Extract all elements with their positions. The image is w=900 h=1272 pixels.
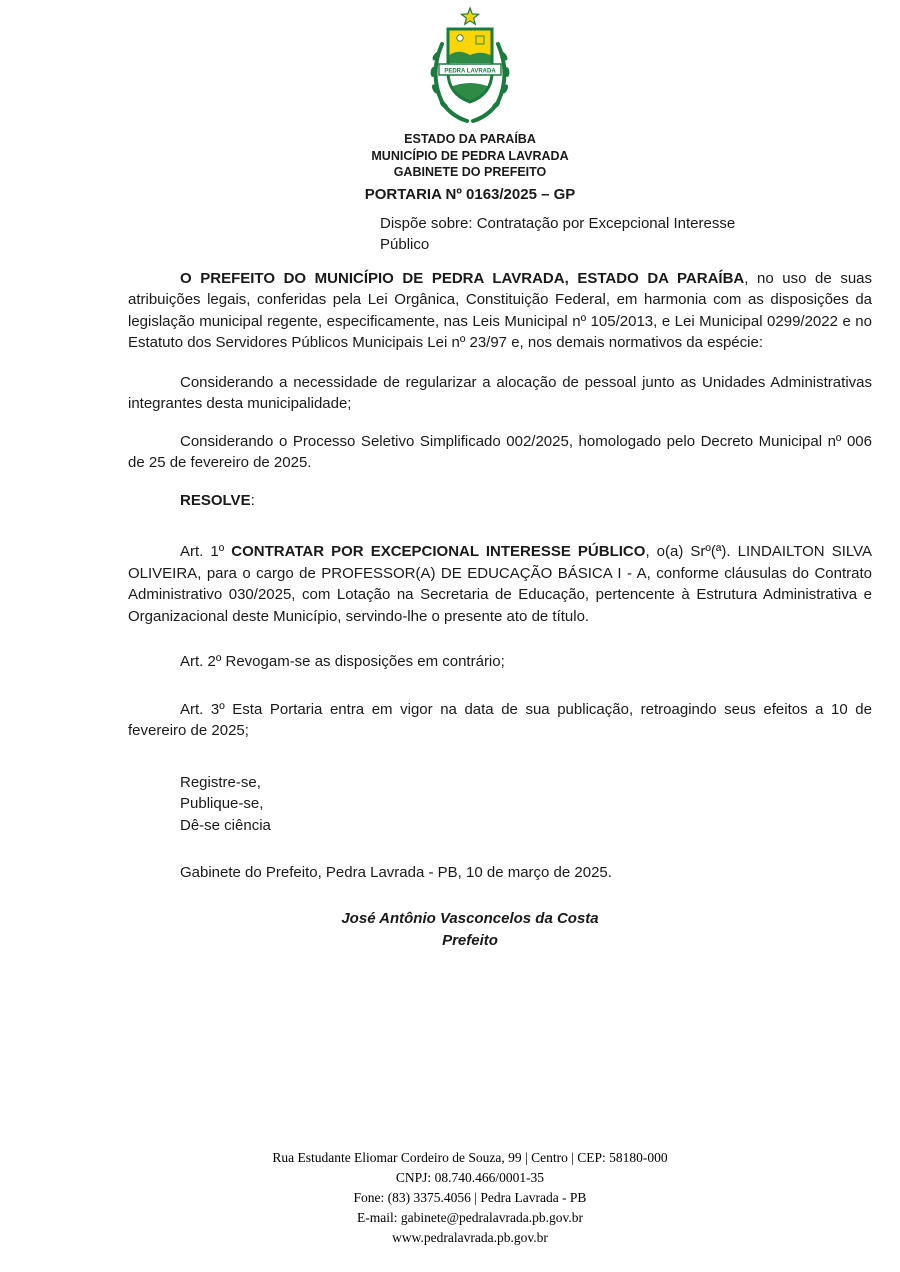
article-3: Art. 3º Esta Portaria entra em vigor na data de sua publicação, retroagindo seus efeitos a 10 de fevereiro de 2025; [128,700,872,739]
footer-phone-line: Fone: (83) 3375.4056 | Pedra Lavrada - PB [353,1190,587,1205]
footer-address-line: Rua Estudante Eliomar Cordeiro de Souza, 99 | Centro | CEP: 58180-000 [272,1150,668,1165]
preamble-paragraph [68,268,872,354]
footer-website-line: www.pedralavrada.pb.gov.br [392,1230,548,1245]
coat-of-arms-graphic [420,6,520,126]
article-2: Art. 2º Revogam-se as disposições em contrário; [180,653,505,670]
resolve-colon: : [250,491,255,509]
document-content [68,0,872,952]
closing-line-notice: Dê-se ciência [180,816,271,834]
preamble-bold-text: O PREFEITO DO MUNICÍPIO DE PEDRA LAVRADA, ESTADO DA PARAÍBA [180,269,745,287]
closing-line-register: Registre-se, [180,773,261,791]
signatory-role: Prefeito [442,931,498,949]
signature-block [68,908,872,952]
considering-clause-1: Considerando a necessidade de regularizar a alocação de pessoal junto as Unidades Administrativas integrantes desta municipalidade; [128,373,872,412]
state-name: ESTADO DA PARAÍBA [404,132,536,146]
document-footer [68,1148,872,1248]
resolve-bold-text: RESOLVE [180,491,251,509]
document-title: PORTARIA Nº 0163/2025 – GP [364,185,576,203]
banner-text: PEDRA LAVRADA [444,68,496,75]
footer-email-line: E-mail: gabinete@pedralavrada.pb.gov.br [357,1210,583,1225]
closing-line-publish: Publique-se, [180,795,264,812]
footer-cnpj-line: CNPJ: 08.740.466/0001-35 [395,1170,545,1185]
article-1 [68,541,872,627]
signatory-name: José Antônio Vasconcelos da Costa [341,909,599,927]
place-and-date-line: Gabinete do Prefeito, Pedra Lavrada - PB, 10 de março de 2025. [180,864,612,881]
preamble-rest-text: , no uso de suas atribuições legais, conferidas pela Lei Orgânica, Constituição Federal, em harmonia com as disposições da legislação municipal regente, especificamente, nas Leis Municipal nº 105/2013, e Lei Municipal 0299/2022 e no Estatuto dos Servidores Públicos Municipais Lei nº 23/97 e, nos demais normativos da espécie: [128,269,872,351]
star-icon [461,8,478,24]
considering-clause-2: Considerando o Processo Seletivo Simplificado 002/2025, homologado pelo Decreto Municipal nº 006 de 25 de fevereiro de 2025. [128,432,872,471]
article-1-prefix: Art. 1º [180,543,232,560]
coat-of-arms [68,0,872,131]
article-1-rest-text: , o(a) Srº(ª). LINDAILTON SILVA OLIVEIRA, para o cargo de PROFESSOR(A) DE EDUCAÇÃO BÁSICA I - A, conforme cláusulas do Contrato Administrativo 030/2025, com Lotação na Secretaria de Educação, pertencente à Estrutura Administrativa e Organizacional deste Município, servindo-lhe o presente ato de título. [128,543,872,625]
banner-ribbon [439,64,501,75]
municipality-name: MUNICÍPIO DE PEDRA LAVRADA [371,148,569,163]
document-subject: Dispõe sobre: Contratação por Excepcional Interesse Público [380,214,736,253]
closing-formulas [68,772,872,837]
resolve-line [68,490,872,512]
office-name: GABINETE DO PREFEITO [393,165,547,179]
article-1-bold-text: CONTRATAR POR EXCEPCIONAL INTERESSE PÚBLICO [231,543,646,560]
